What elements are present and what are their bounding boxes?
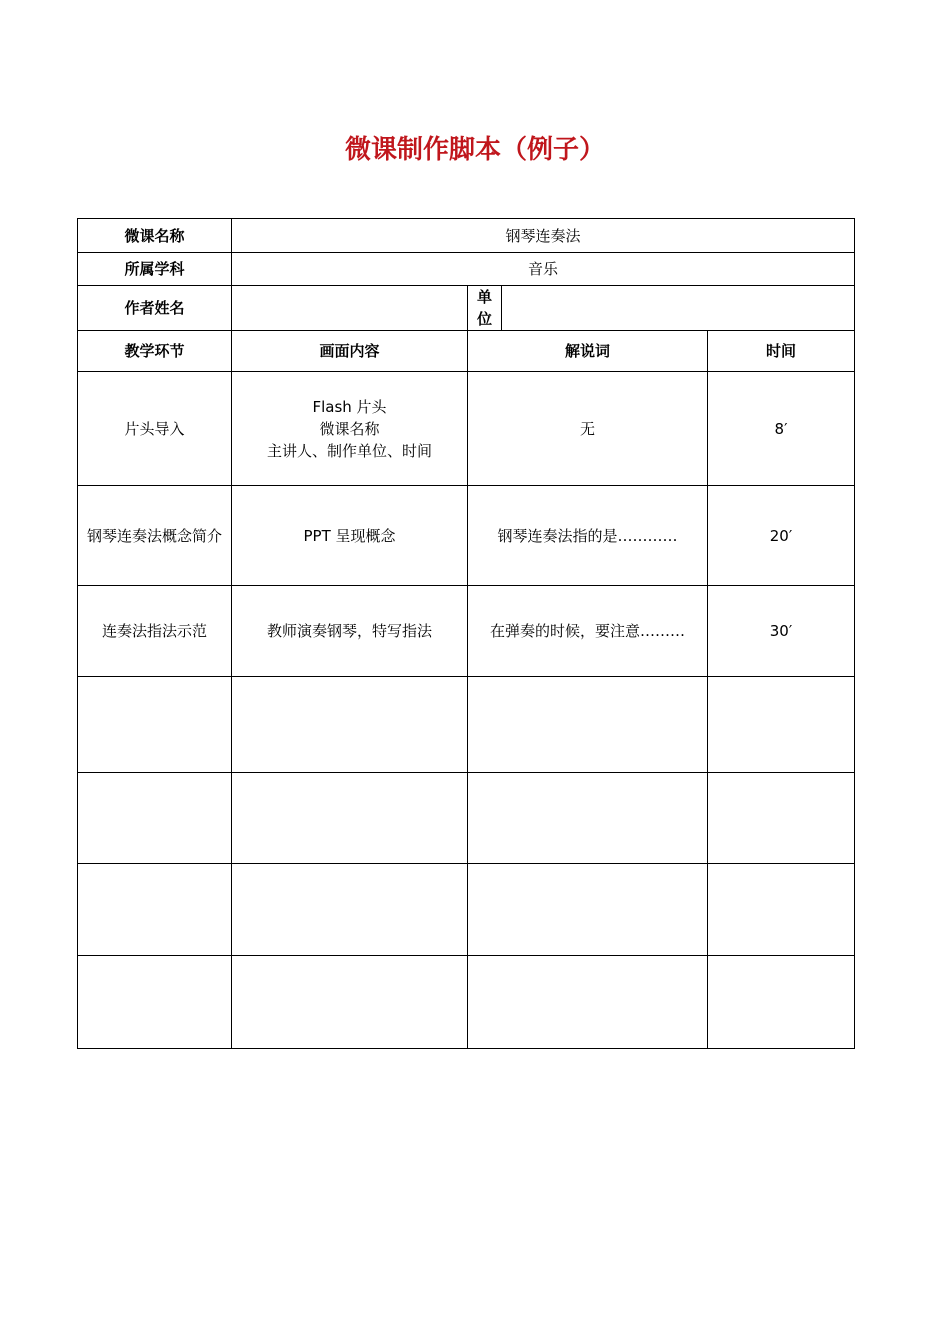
header-time: 时间 — [708, 331, 855, 372]
course-name-label: 微课名称 — [78, 219, 232, 253]
narration-cell — [468, 864, 708, 956]
header-narration: 解说词 — [468, 331, 708, 372]
header-row — [78, 331, 855, 372]
narration-cell: 钢琴连奏法指的是………… — [468, 486, 708, 586]
visuals-line: Flash 片头 — [312, 397, 387, 416]
segment-cell — [78, 864, 232, 956]
time-cell — [708, 864, 855, 956]
table-row — [78, 677, 855, 773]
segment-cell — [78, 956, 232, 1049]
author-label: 作者姓名 — [78, 286, 232, 331]
table-row — [78, 486, 855, 586]
visuals-line: 主讲人、制作单位、时间 — [266, 441, 432, 460]
subject-value: 音乐 — [232, 253, 855, 286]
narration-cell — [468, 956, 708, 1049]
header-visuals: 画面内容 — [232, 331, 468, 372]
table-row — [78, 586, 855, 677]
segment-cell: 片头导入 — [78, 372, 232, 486]
visuals-line: 微课名称 — [319, 419, 380, 438]
time-cell — [708, 956, 855, 1049]
table-row — [78, 773, 855, 864]
time-cell: 30′ — [708, 586, 855, 677]
unit-value — [502, 286, 855, 331]
row-course-name — [78, 219, 855, 253]
narration-cell — [468, 677, 708, 773]
time-cell — [708, 677, 855, 773]
unit-label-line1: 单 — [476, 288, 492, 306]
visuals-cell — [232, 864, 468, 956]
unit-label-line2: 位 — [476, 310, 492, 328]
narration-cell — [468, 773, 708, 864]
subject-label: 所属学科 — [78, 253, 232, 286]
segment-cell — [78, 677, 232, 773]
visuals-cell — [232, 677, 468, 773]
table-row — [78, 372, 855, 486]
time-cell: 8′ — [708, 372, 855, 486]
row-subject — [78, 253, 855, 286]
author-value — [232, 286, 468, 331]
visuals-cell: PPT 呈现概念 — [232, 486, 468, 586]
table-row — [78, 956, 855, 1049]
segment-cell: 钢琴连奏法概念简介 — [78, 486, 232, 586]
time-cell — [708, 773, 855, 864]
narration-cell: 在弹奏的时候，要注意……… — [468, 586, 708, 677]
row-author — [78, 286, 855, 331]
header-segment: 教学环节 — [78, 331, 232, 372]
visuals-cell — [232, 956, 468, 1049]
unit-label — [468, 286, 502, 331]
visuals-cell: 教师演奏钢琴，特写指法 — [232, 586, 468, 677]
segment-cell: 连奏法指法示范 — [78, 586, 232, 677]
page-title: 微课制作脚本（例子） — [344, 135, 605, 165]
table-row — [78, 864, 855, 956]
script-table — [77, 218, 855, 1049]
visuals-cell — [232, 372, 468, 486]
visuals-cell — [232, 773, 468, 864]
course-name-value: 钢琴连奏法 — [232, 219, 855, 253]
time-cell: 20′ — [708, 486, 855, 586]
narration-cell: 无 — [468, 372, 708, 486]
segment-cell — [78, 773, 232, 864]
